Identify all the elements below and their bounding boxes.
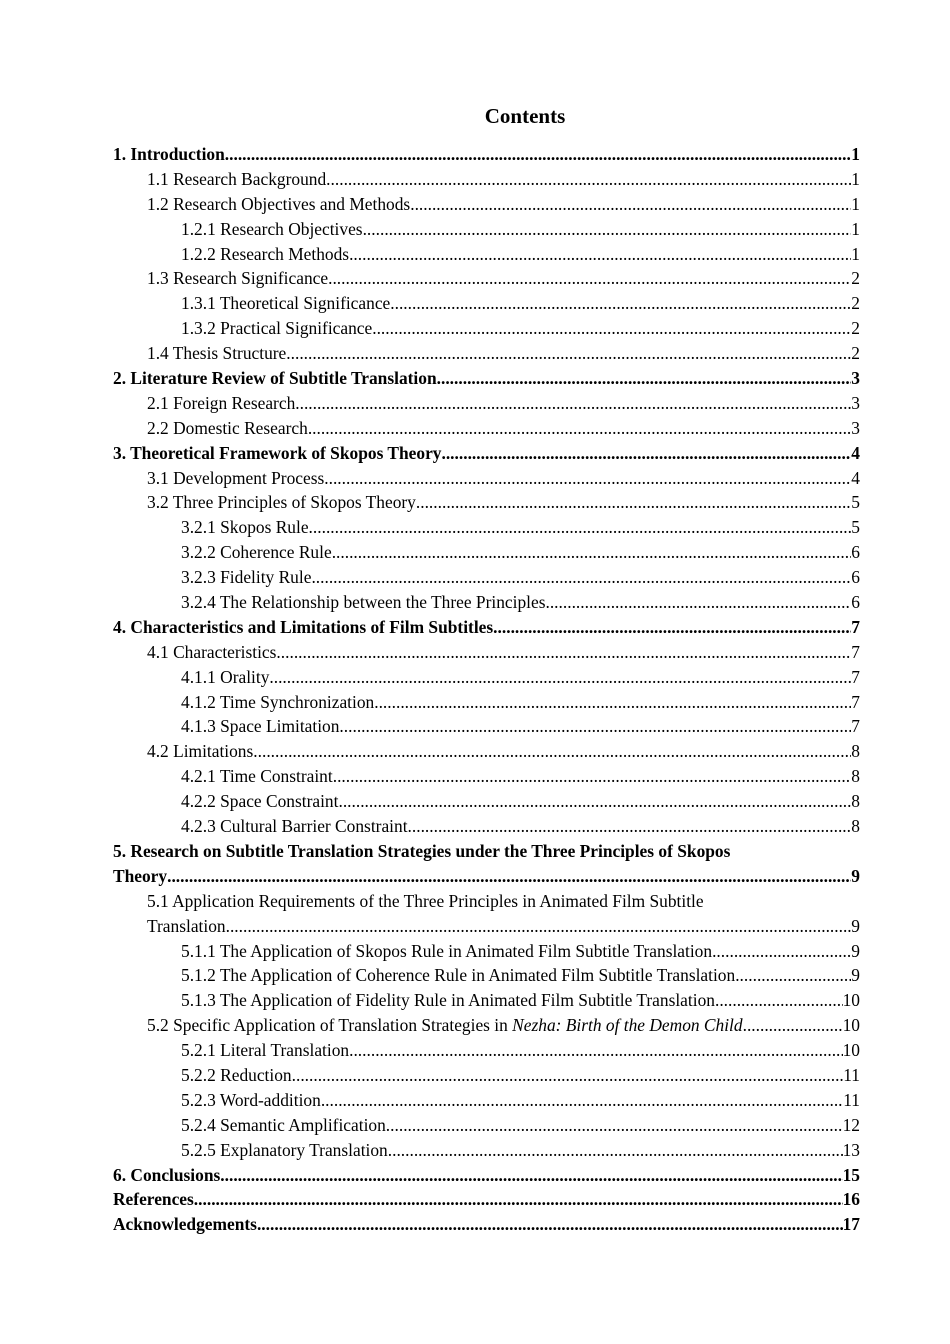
toc-entry[interactable] [113,988,860,1013]
toc-entry[interactable] [113,1038,860,1063]
toc-page-number: 6 [851,542,860,563]
toc-entry[interactable] [113,266,860,291]
toc-page-number: 1 [851,218,860,239]
toc-entry-label: 4.1 Characteristics [147,641,277,662]
toc-entry-label: 5.1.1 The Application of Skopos Rule in Animated Film Subtitle Translation [181,940,713,961]
toc-entry[interactable] [113,963,860,988]
toc-entry[interactable] [113,1138,860,1163]
dot-leader [276,640,851,665]
dot-leader [167,864,851,889]
toc-entry-label: 5.2.3 Word-addition [181,1089,321,1110]
toc-page-number: 5 [851,492,860,513]
toc-entry[interactable] [113,864,860,889]
toc-page-number: 9 [851,865,860,886]
toc-page-number: 11 [843,1064,860,1085]
toc-entry-label: Acknowledgements [113,1214,257,1235]
toc-entry-label: 5.2.4 Semantic Amplification [181,1114,386,1135]
toc-page-number: 9 [851,965,860,986]
toc-entry-label: 3.2.1 Skopos Rule [181,517,309,538]
dot-leader [545,590,851,615]
toc-page-number: 6 [851,592,860,613]
toc-entry-label: 3.1 Development Process [147,467,325,488]
toc-page-number: 8 [851,816,860,837]
dot-leader [388,1138,843,1163]
dot-leader [220,1163,842,1188]
dot-leader [225,142,852,167]
dot-leader [286,341,851,366]
toc-page-number: 4 [851,442,860,463]
dot-leader [735,963,851,988]
toc-entry-label: 1.2.1 Research Objectives [181,218,363,239]
toc-page-number: 3 [851,417,860,438]
toc-entry[interactable] [113,291,860,316]
toc-entry[interactable] [113,1187,860,1212]
dot-leader [437,366,852,391]
dot-leader [194,1187,843,1212]
toc-page-number: 2 [851,343,860,364]
toc-entry[interactable] [113,416,860,441]
dot-leader [374,690,851,715]
toc-entry[interactable] [113,515,860,540]
toc-entry-label: 4.2.3 Cultural Barrier Constraint [181,816,408,837]
toc-entry-label: 2. Literature Review of Subtitle Translation [113,368,437,389]
dot-leader [321,1088,843,1113]
dot-leader [326,167,851,192]
toc-entry-italic-title: Nezha: Birth of the Demon Child [512,1015,743,1036]
toc-entry-label: 3.2.4 The Relationship between the Three Principles [181,592,546,613]
toc-entry-label: 3.2.2 Coherence Rule [181,542,332,563]
toc-entry-label: 4.1.2 Time Synchronization [181,691,375,712]
toc-page-number: 4 [851,467,860,488]
dot-leader [712,939,851,964]
toc-entry[interactable] [113,316,860,341]
dot-leader [295,391,851,416]
dot-leader [408,814,852,839]
toc-entry-label: 5.2.5 Explanatory Translation [181,1139,388,1160]
toc-page-number: 11 [843,1089,860,1110]
toc-entry[interactable] [113,142,860,167]
toc-page-number: 1 [851,144,860,164]
dot-leader [338,789,851,814]
dot-leader [339,714,851,739]
toc-entry-label: 1.1 Research Background [147,168,327,189]
toc-page-number: 17 [842,1214,860,1235]
dot-leader [386,1113,843,1138]
toc-entry-label: 4.2.2 Space Constraint [181,791,339,812]
dot-leader [309,515,852,540]
toc-page-number: 13 [842,1139,860,1160]
toc-entry[interactable] [113,167,860,192]
dot-leader [292,1063,844,1088]
dot-leader [410,192,851,217]
toc-entry-label: Theory [113,865,168,886]
toc-entry-label: 1.2.2 Research Methods [181,243,350,264]
toc-entry[interactable] [113,341,860,366]
toc-page-number: 2 [851,268,860,289]
toc-entry-label: 2.1 Foreign Research [147,392,296,413]
toc-page-number: 9 [851,940,860,961]
dot-leader [332,540,852,565]
toc-entry[interactable] [113,490,860,515]
toc-page-number: 6 [851,567,860,588]
dot-leader [363,217,852,242]
toc-entry-first-line[interactable]: 5.1 Application Requirements of the Three Principles in Animated Film Subtitle [147,890,704,911]
toc-entry[interactable] [113,615,860,640]
toc-entry[interactable] [113,665,860,690]
toc-entry-label: 3.2 Three Principles of Skopos Theory [147,492,416,513]
toc-entry-label: 5.2.2 Reduction [181,1064,292,1085]
toc-page-number: 15 [842,1164,860,1185]
toc-entry[interactable] [113,1013,860,1038]
toc-entry[interactable] [113,690,860,715]
toc-page-number: 5 [851,517,860,538]
toc-entry[interactable] [113,914,860,939]
dot-leader [390,291,851,316]
toc-page-number: 7 [851,616,860,637]
toc-page-number: 8 [851,741,860,762]
toc-entry[interactable] [113,565,860,590]
toc-entry[interactable] [113,764,860,789]
dot-leader [308,416,851,441]
toc-page-number: 9 [851,915,860,936]
toc-page-number: 16 [842,1189,860,1210]
toc-entry-label: 5.2.1 Literal Translation [181,1040,350,1061]
toc-entry[interactable] [113,939,860,964]
dot-leader [441,441,851,466]
toc-entry-label: 1.3.1 Theoretical Significance [181,293,391,314]
dot-leader [311,565,851,590]
toc-page-number: 10 [842,1015,860,1036]
toc-page-number: 1 [851,193,860,214]
dot-leader [715,988,843,1013]
toc-page-number: 10 [842,1040,860,1061]
toc-entry-label: 5.2 Specific Application of Translation Strategies in Nezha: Birth of the Demon Child [147,1015,743,1036]
dot-leader [372,316,851,341]
toc-page-number: 2 [851,293,860,314]
dot-leader [257,1212,843,1237]
toc-entry-label: 3.2.3 Fidelity Rule [181,567,312,588]
toc-entry[interactable] [113,1212,860,1237]
toc-entry-label: 1.3.2 Practical Significance [181,318,373,339]
toc-entry[interactable] [113,441,860,466]
dot-leader [743,1013,843,1038]
toc-entry[interactable] [113,242,860,267]
toc-entry[interactable] [113,739,860,764]
toc-entry[interactable] [113,789,860,814]
toc-entry-label: 6. Conclusions [113,1164,221,1185]
toc-entry[interactable] [113,217,860,242]
toc-page-number: 3 [851,368,860,389]
dot-leader [328,266,851,291]
toc-entry[interactable] [113,466,860,491]
toc-entry[interactable] [113,192,860,217]
toc-entry[interactable] [113,590,860,615]
dot-leader [269,665,851,690]
toc-page-number: 10 [842,990,860,1011]
toc-entry[interactable] [113,540,860,565]
dot-leader [226,914,852,939]
toc-entry-label: 1.2 Research Objectives and Methods [147,193,411,214]
toc-entry-label: 2.2 Domestic Research [147,417,308,438]
toc-page-number: 8 [851,791,860,812]
toc-entry[interactable] [113,391,860,416]
toc-page-number: 3 [851,392,860,413]
toc-entry[interactable] [113,714,860,739]
toc-entry[interactable] [113,1063,860,1088]
dot-leader [333,764,852,789]
dot-leader [416,490,851,515]
toc-entry-label: 3. Theoretical Framework of Skopos Theory [113,442,442,463]
table-of-contents [113,142,860,1237]
toc-page-number: 7 [851,641,860,662]
toc-page-number: 7 [851,691,860,712]
contents-title: Contents [484,104,566,128]
dot-leader [324,466,851,491]
toc-entry-label: 5.1.3 The Application of Fidelity Rule in Animated Film Subtitle Translation [181,990,715,1011]
toc-page-number: 2 [851,318,860,339]
toc-entry-label: 4.2 Limitations [147,741,254,762]
dot-leader [253,739,851,764]
toc-entry[interactable] [113,1088,860,1113]
toc-entry-label: 1. Introduction [113,144,225,164]
toc-entry-label: 1.3 Research Significance [147,268,329,289]
toc-entry[interactable] [113,814,860,839]
toc-page-number: 7 [851,666,860,687]
toc-entry-label: Translation [147,915,226,936]
toc-page-number: 1 [851,168,860,189]
toc-page-number: 1 [851,243,860,264]
toc-entry-label: 4.1.3 Space Limitation [181,716,340,737]
toc-page-number: 8 [851,766,860,787]
toc-entry-label: 4.1.1 Orality [181,666,270,687]
toc-entry[interactable] [113,1163,860,1188]
toc-entry-label: 4.2.1 Time Constraint [181,766,333,787]
toc-page-number: 7 [851,716,860,737]
dot-leader [349,1038,843,1063]
toc-entry-label: References [113,1189,194,1210]
dot-leader [493,615,851,640]
toc-entry-label: 4. Characteristics and Limitations of Film Subtitles [113,616,494,637]
toc-entry-first-line[interactable]: 5. Research on Subtitle Translation Strategies under the Three Principles of Skopos [113,840,731,861]
toc-entry[interactable] [113,366,860,391]
toc-entry-label: 5.1.2 The Application of Coherence Rule in Animated Film Subtitle Translation [181,965,736,986]
dot-leader [349,242,851,267]
toc-page-number: 12 [842,1114,860,1135]
toc-entry[interactable] [113,1113,860,1138]
toc-entry-label: 1.4 Thesis Structure [147,343,287,364]
toc-entry[interactable] [113,640,860,665]
